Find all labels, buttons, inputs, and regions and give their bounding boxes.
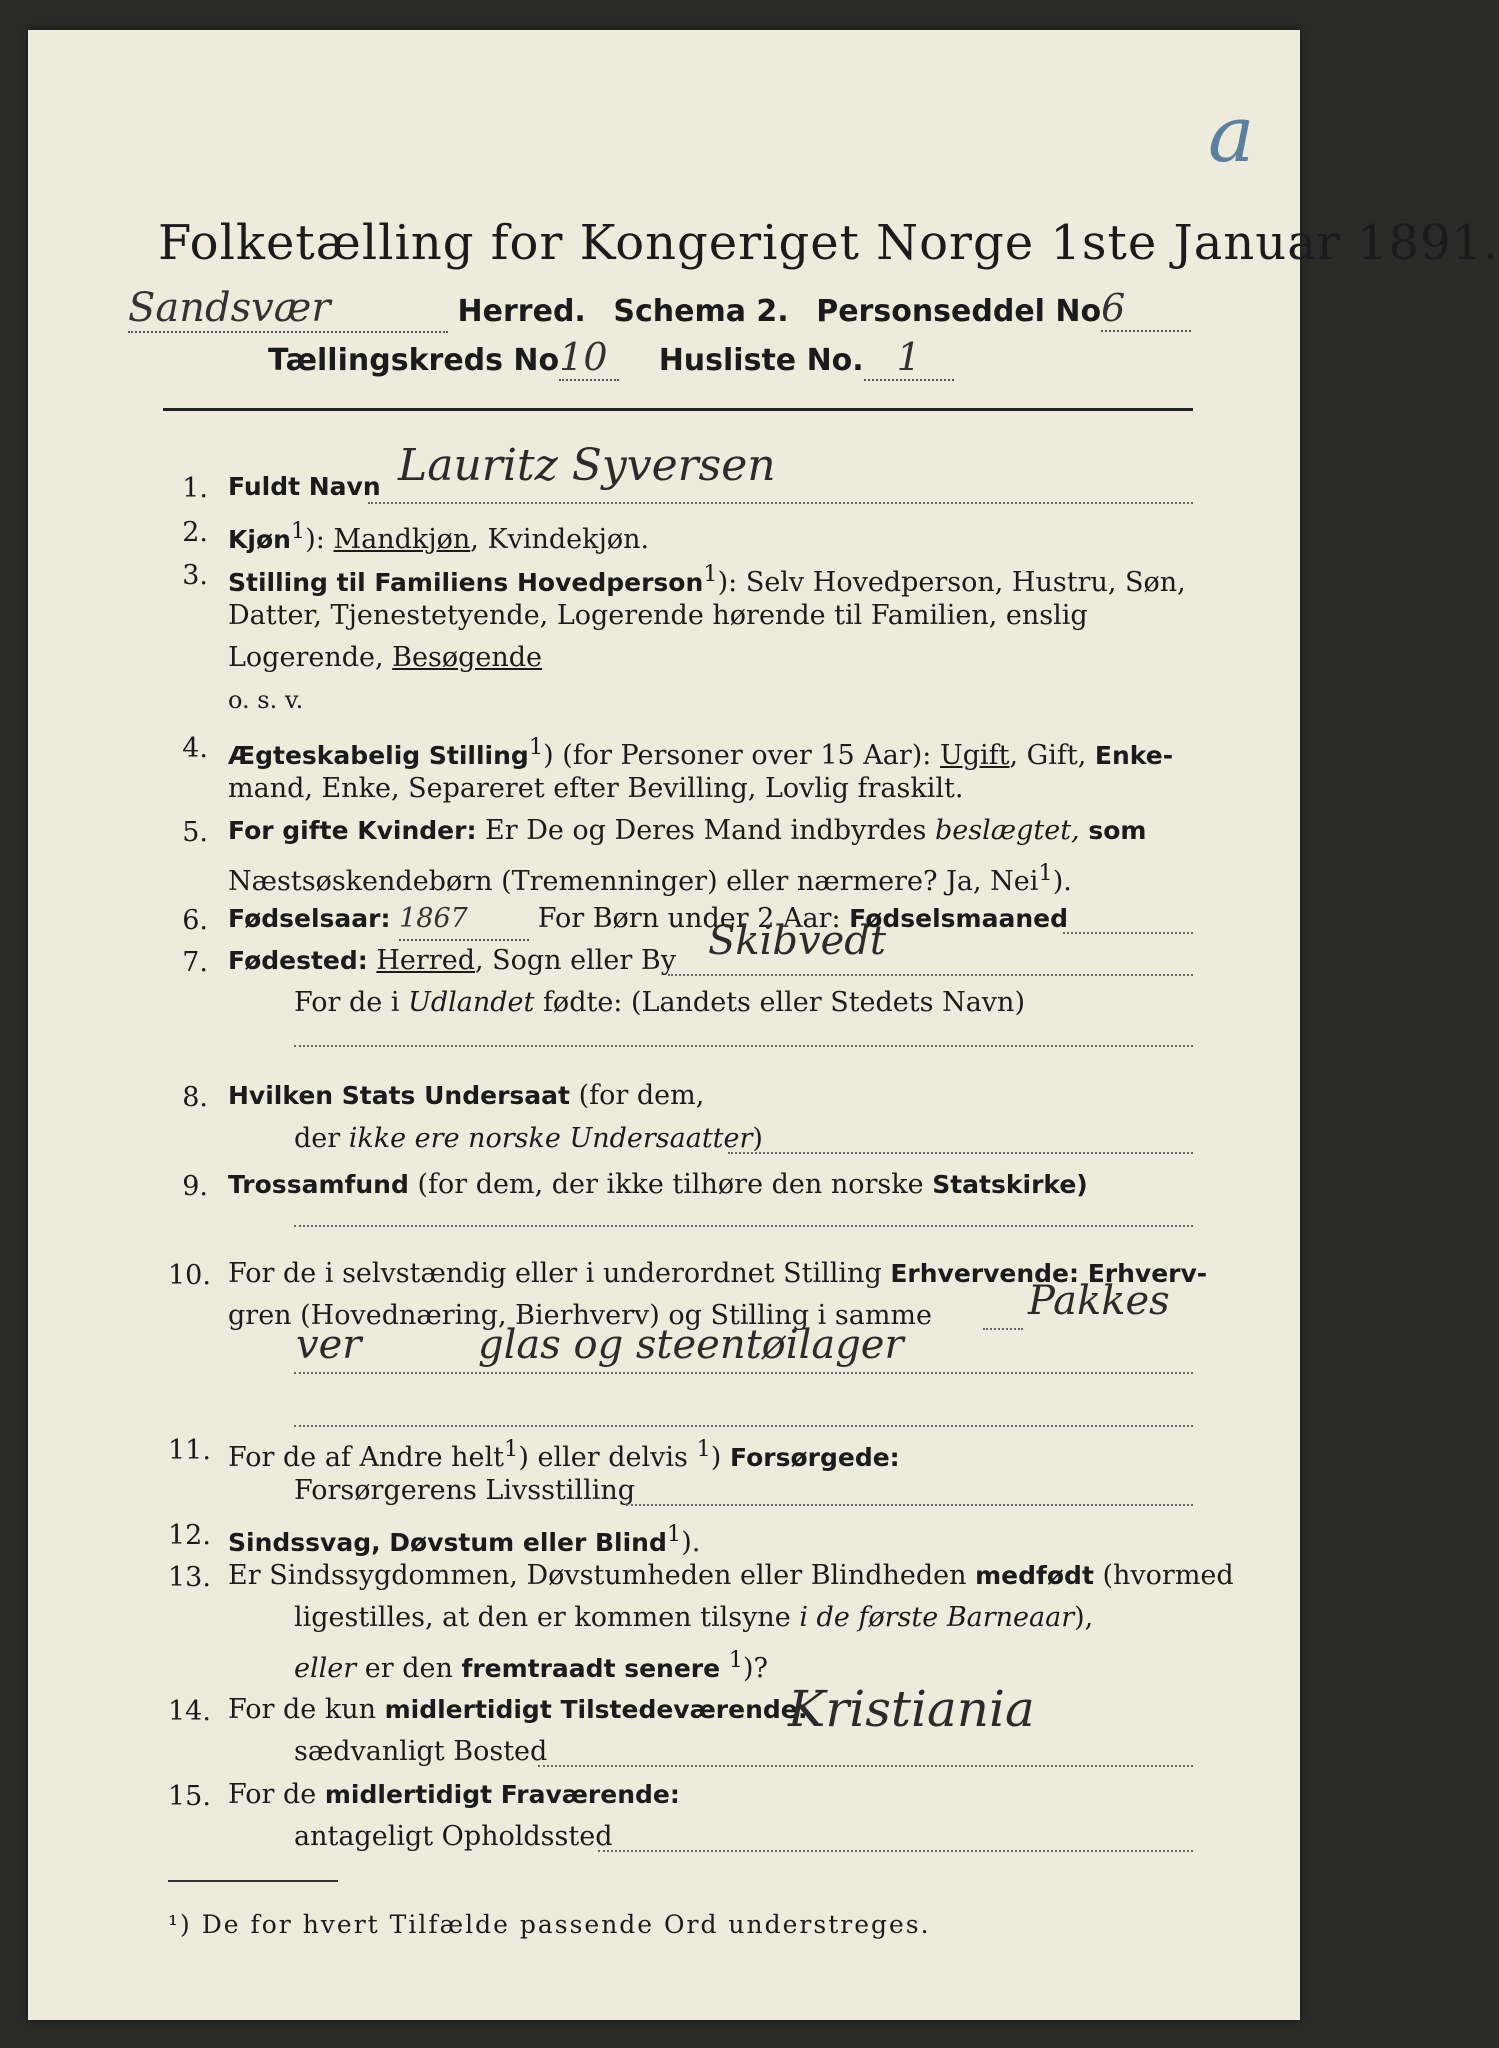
text: eller [294, 1653, 357, 1684]
fill-line [294, 1423, 1193, 1427]
footnote: ¹) De for hvert Tilfælde passende Ord understreges. [168, 1910, 931, 1939]
item-8 [228, 1076, 1198, 1116]
fill-line [294, 1370, 1193, 1374]
header-rule [163, 408, 1193, 411]
census-form [28, 30, 1499, 2020]
item-12: Sindssvag, Døvstum eller Blind$^1$). [228, 1521, 701, 1558]
text [294, 983, 1198, 1023]
header-line-2 [268, 335, 954, 381]
text: (for dem, [569, 1080, 705, 1111]
label: Fødested: [228, 946, 368, 975]
form-title: Folketælling for Kongeriget Norge 1ste Januar 1891. [158, 215, 1499, 271]
text [294, 1598, 1198, 1638]
occupation-value: glas og steentøilager [478, 1322, 904, 1368]
label: Enke- [1094, 741, 1174, 770]
text: Udlandet [408, 987, 535, 1018]
text: Datter, Tjenestetyende, Logerende hørende til Familien, enslig [228, 600, 1088, 631]
text: For de i selvstændig eller i underordnet Stilling [228, 1258, 891, 1289]
text: ) (for Personer over 15 Aar): [543, 740, 940, 771]
text: For de i [294, 987, 409, 1018]
item-5 [228, 811, 1198, 851]
text: der ikke ere norske Undersaatter) [294, 1123, 763, 1154]
label: For gifte Kvinder: [228, 816, 477, 845]
occupation-value: Pakkes [1028, 1278, 1170, 1324]
underlined-text: Besøgende [392, 642, 543, 673]
label: midlertidigt Fraværende: [324, 1780, 680, 1809]
underlined-text: Herred [376, 945, 475, 976]
fill-line [538, 1763, 1193, 1767]
item-4: Ægteskabelig Stilling$^1$) (for Personer over 15 Aar): Ugift, Gift, Enke- [228, 734, 1174, 771]
item-number: 1. [182, 473, 208, 504]
item-number: 14. [168, 1696, 211, 1727]
label: Erhvervende: Erhverv- [890, 1259, 1208, 1288]
personseddel-value: 6 [1101, 286, 1191, 332]
text: eller delvis [528, 1442, 688, 1473]
fill-line [294, 1223, 1193, 1227]
item-13 [228, 1556, 1234, 1596]
fill-line [1063, 930, 1193, 934]
text: For de kun [228, 1694, 385, 1725]
label: Fødselsmaaned [849, 904, 1069, 933]
husliste-label: Husliste No. [658, 343, 864, 378]
text: o. s. v. [228, 686, 304, 714]
underlined-text: Ugift [939, 740, 1010, 771]
text: Logerende, [228, 642, 393, 673]
item-15 [228, 1775, 1198, 1815]
text: Forsørgerens Livsstilling [294, 1475, 636, 1506]
name-value: Lauritz Syversen [398, 440, 776, 491]
item-number: 13. [168, 1562, 211, 1593]
text: beslægtet, [934, 815, 1080, 846]
label: medfødt [975, 1561, 1094, 1590]
birth-year-value: 1867 [399, 899, 529, 941]
item-3: Stilling til Familiens Hovedperson$^1$): Selv Hovedperson, Hustru, Søn, [228, 561, 1186, 598]
label: Fødselsaar: [228, 904, 391, 933]
item-number: 9. [182, 1171, 208, 1202]
fill-line [626, 1502, 1193, 1506]
text: , Gift, [1009, 740, 1095, 771]
text: Er Sindssygdommen, Døvstumheden eller Blindheden [228, 1560, 976, 1591]
item-2: Kjøn$^1$): Mandkjøn, Kvindekjøn. [228, 518, 650, 555]
label: Sindssvag, Døvstum eller Blind [228, 1528, 667, 1557]
corner-mark: a [1208, 90, 1255, 180]
personseddel-label: Personseddel No [816, 294, 1102, 329]
text: som [1079, 816, 1147, 845]
text: (for dem, der ikke tilhøre den norske [408, 1169, 933, 1200]
husliste-value: 1 [864, 335, 954, 381]
text: For Børn under 2 Aar: [537, 903, 850, 934]
text: fødte: (Landets eller Stedets Navn) [534, 987, 1025, 1018]
label: Forsørgede: [721, 1443, 900, 1472]
fill-line [598, 1848, 1193, 1852]
item-14 [228, 1690, 1198, 1730]
item-number: 8. [182, 1082, 208, 1113]
herred-label: Herred. [457, 294, 586, 329]
item-9 [228, 1165, 1198, 1205]
residence-value: Kristiania [788, 1680, 1035, 1738]
text: ligestilles, at den er kommen tilsyne [294, 1602, 800, 1633]
item-number: 2. [182, 517, 208, 548]
herred-value: Sandsvær [128, 285, 448, 333]
text: sædvanligt Bosted [294, 1736, 548, 1767]
label: Ægteskabelig Stilling [228, 741, 529, 770]
text: , Kvindekjøn. [470, 524, 650, 555]
item-11: For de af Andre helt$^1$) eller delvis $^1$) Forsørgede: [228, 1436, 900, 1473]
label: Stilling til Familiens Hovedperson [228, 568, 704, 597]
text: mand, Enke, Separeret efter Bevilling, Lovlig fraskilt. [228, 773, 964, 804]
item-number: 3. [182, 560, 208, 591]
birthplace-value: Skibvedt [708, 918, 886, 964]
item-number: 10. [168, 1260, 211, 1291]
text: er den [356, 1653, 462, 1684]
label: Trossamfund [228, 1170, 409, 1199]
label: Fuldt Navn [228, 472, 381, 501]
fill-line [983, 1326, 1023, 1330]
text: Næstsøskendebørn (Tremenninger) eller nærmere? Ja, Nei$^1$). [228, 860, 1072, 897]
text: eller er den fremtraadt senere $^1$)? [294, 1647, 769, 1684]
text: i de første Barneaar [799, 1602, 1075, 1633]
item-number: 7. [182, 947, 208, 978]
text: Er De og Deres Mand indbyrdes [476, 815, 935, 846]
text: For de [228, 1779, 325, 1810]
header-line-1 [128, 285, 1191, 333]
fill-line [294, 1043, 1193, 1047]
text: ikke ere norske Undersaatter [348, 1123, 753, 1154]
label: Statskirke) [932, 1170, 1088, 1199]
item-number: 5. [182, 817, 208, 848]
label: Hvilken Stats Undersaat [228, 1081, 570, 1110]
item-number: 4. [182, 733, 208, 764]
text: (hvormed [1093, 1560, 1234, 1591]
text: ): Selv Hovedperson, Hustru, Søn, [717, 567, 1186, 598]
label: midlertidigt Tilstedeværende: [384, 1695, 808, 1724]
item-number: 11. [168, 1435, 211, 1466]
text: der [294, 1123, 349, 1154]
label: fremtraadt senere [461, 1654, 721, 1683]
text: , Sogn eller By [474, 945, 676, 976]
occupation-value: ver [296, 1322, 362, 1368]
fill-line [668, 972, 1193, 976]
text: For de af Andre helt [228, 1442, 505, 1473]
schema-label: Schema 2. [613, 294, 789, 329]
text [228, 638, 1198, 678]
label: Kjøn [228, 525, 291, 554]
underlined-text: Mandkjøn [333, 524, 471, 555]
fill-line [368, 500, 1193, 504]
fill-line [728, 1150, 1193, 1154]
text: Næstsøskendebørn (Tremenninger) eller nærmere? Ja, Nei [228, 866, 1039, 897]
footnote-rule [168, 1880, 338, 1882]
text: antageligt Opholdssted [294, 1821, 613, 1852]
text: gren (Hovednæring, Bierhverv) og Stilling i samme [228, 1300, 933, 1331]
item-number: 15. [168, 1781, 211, 1812]
text: ): [305, 524, 325, 555]
kreds-label: Tællingskreds No [268, 343, 560, 378]
text: ), [1074, 1602, 1094, 1633]
item-number: 6. [182, 905, 208, 936]
item-number: 12. [168, 1520, 211, 1551]
kreds-value: 10 [559, 335, 619, 381]
